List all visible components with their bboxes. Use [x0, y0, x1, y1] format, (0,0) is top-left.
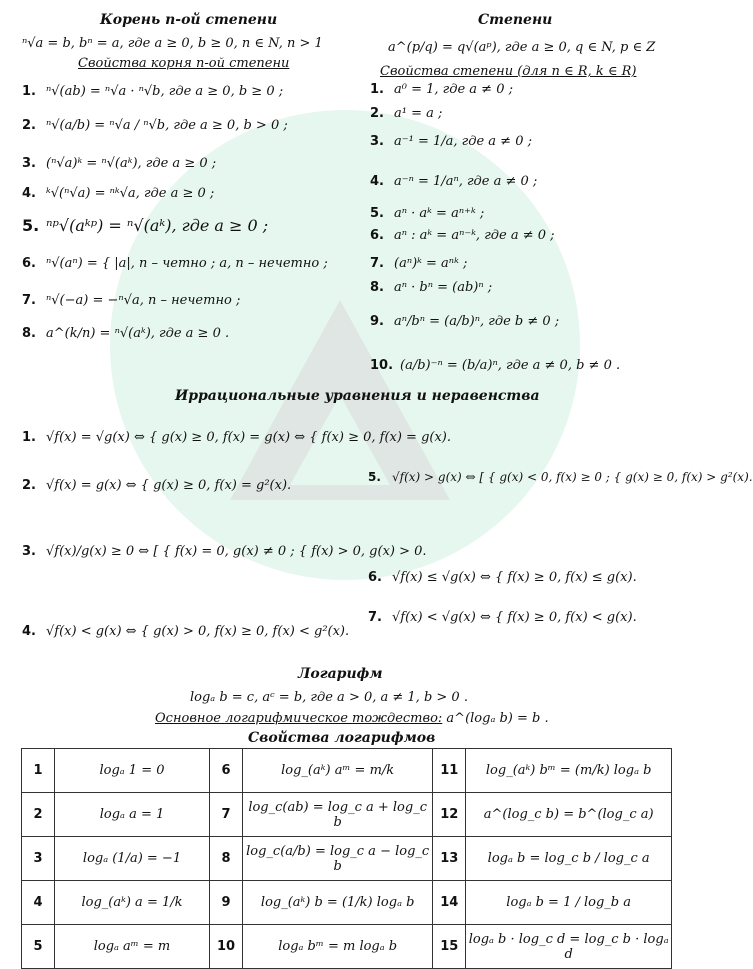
table-cell-formula: logₐ 1 = 0	[55, 749, 210, 793]
roots-title: Корень n-ой степени	[100, 12, 278, 28]
table-cell-formula: logₐ b · log_c d = log_c b · logₐ d	[466, 925, 672, 969]
table-cell-num: 13	[433, 837, 466, 881]
table-cell-num: 6	[210, 749, 243, 793]
roots-item: 3. (ⁿ√a)ᵏ = ⁿ√(aᵏ), где a ≥ 0 ;	[22, 156, 217, 171]
table-cell-formula: logₐ (1/a) = −1	[55, 837, 210, 881]
powers-item: 5. aⁿ · aᵏ = aⁿ⁺ᵏ ;	[370, 206, 485, 221]
table-cell-formula: logₐ b = 1 / log_b a	[466, 881, 672, 925]
table-cell-num: 4	[22, 881, 55, 925]
table-cell-formula: logₐ bᵐ = m logₐ b	[243, 925, 433, 969]
roots-item: 6. ⁿ√(aⁿ) = { |a|, n – четно ; a, n – нечетно ;	[22, 256, 328, 271]
irrational-item: 2. √f(x) = g(x) ⇔ { g(x) ≥ 0, f(x) = g²(x).	[22, 478, 292, 493]
table-cell-num: 9	[210, 881, 243, 925]
table-row	[22, 749, 672, 793]
table-cell-formula: a^(log_c b) = b^(log_c a)	[466, 793, 672, 837]
table-row	[22, 881, 672, 925]
roots-item: 2. ⁿ√(a/b) = ⁿ√a / ⁿ√b, где a ≥ 0, b > 0 ;	[22, 118, 288, 133]
table-cell-num: 15	[433, 925, 466, 969]
irrational-item: 3. √f(x)/g(x) ≥ 0 ⇔ [ { f(x) = 0, g(x) ≠ 0 ; { f(x) > 0, g(x) > 0.	[22, 544, 427, 559]
table-cell-num: 10	[210, 925, 243, 969]
log-definition: logₐ b = c, aᶜ = b, где a > 0, a ≠ 1, b > 0 .	[190, 690, 468, 705]
table-cell-num: 2	[22, 793, 55, 837]
table-cell-formula: log_(aᵏ) aᵐ = m/k	[243, 749, 433, 793]
irrational-item: 1. √f(x) = √g(x) ⇔ { g(x) ≥ 0, f(x) = g(x) ⇔ { f(x) ≥ 0, f(x) = g(x).	[22, 430, 452, 445]
log-props-title: Свойства логарифмов	[248, 730, 436, 746]
powers-item: 10. (a/b)⁻ⁿ = (b/a)ⁿ, где a ≠ 0, b ≠ 0 .	[370, 358, 621, 373]
roots-definition: ⁿ√a = b, bⁿ = a, где a ≥ 0, b ≥ 0, n ∈ N, n > 1	[22, 36, 323, 51]
irrational-item: 6. √f(x) ≤ √g(x) ⇔ { f(x) ≥ 0, f(x) ≤ g(x).	[368, 570, 637, 585]
table-cell-num: 5	[22, 925, 55, 969]
powers-item: 4. a⁻ⁿ = 1/aⁿ, где a ≠ 0 ;	[370, 174, 538, 189]
powers-item: 6. aⁿ : aᵏ = aⁿ⁻ᵏ, где a ≠ 0 ;	[370, 228, 555, 243]
irrational-item: 4. √f(x) < g(x) ⇔ { g(x) > 0, f(x) ≥ 0, f(x) < g²(x).	[22, 624, 350, 639]
table-cell-num: 1	[22, 749, 55, 793]
irrational-item: 5. √f(x) > g(x) ⇔ [ { g(x) < 0, f(x) ≥ 0 ; { g(x) ≥ 0, f(x) > g²(x).	[368, 470, 753, 484]
irrational-item: 7. √f(x) < √g(x) ⇔ { f(x) ≥ 0, f(x) < g(x).	[368, 610, 637, 625]
roots-item: 5. ⁿᵖ√(aᵏᵖ) = ⁿ√(aᵏ), где a ≥ 0 ;	[22, 216, 269, 235]
table-cell-formula: log_(aᵏ) a = 1/k	[55, 881, 210, 925]
table-cell-num: 11	[433, 749, 466, 793]
log-properties-table	[21, 748, 672, 969]
table-cell-formula: log_c(ab) = log_c a + log_c b	[243, 793, 433, 837]
table-cell-formula: logₐ a = 1	[55, 793, 210, 837]
powers-item: 7. (aⁿ)ᵏ = aⁿᵏ ;	[370, 256, 468, 271]
powers-definition: a^(p/q) = q√(aᵖ), где a ≥ 0, q ∈ N, p ∈ Z	[388, 40, 656, 55]
roots-props-title: Свойства корня n-ой степени	[78, 56, 290, 71]
table-row	[22, 925, 672, 969]
table-row	[22, 837, 672, 881]
table-cell-formula: log_c(a/b) = log_c a − log_c b	[243, 837, 433, 881]
table-cell-num: 3	[22, 837, 55, 881]
table-cell-formula: logₐ aᵐ = m	[55, 925, 210, 969]
table-cell-formula: log_(aᵏ) bᵐ = (m/k) logₐ b	[466, 749, 672, 793]
table-cell-formula: logₐ b = log_c b / log_c a	[466, 837, 672, 881]
powers-item: 9. aⁿ/bⁿ = (a/b)ⁿ, где b ≠ 0 ;	[370, 314, 560, 329]
table-cell-num: 12	[433, 793, 466, 837]
roots-item: 8. a^(k/n) = ⁿ√(aᵏ), где a ≥ 0 .	[22, 326, 230, 341]
powers-item: 3. a⁻¹ = 1/a, где a ≠ 0 ;	[370, 134, 532, 149]
log-title: Логарифм	[298, 666, 383, 682]
log-identity: Основное логарифмическое тождество: a^(logₐ b) = b .	[155, 711, 549, 726]
roots-item: 4. ᵏ√(ⁿ√a) = ⁿᵏ√a, где a ≥ 0 ;	[22, 186, 215, 201]
table-cell-formula: log_(aᵏ) b = (1/k) logₐ b	[243, 881, 433, 925]
powers-title: Степени	[478, 12, 553, 28]
roots-item: 1. ⁿ√(ab) = ⁿ√a · ⁿ√b, где a ≥ 0, b ≥ 0 ;	[22, 84, 284, 99]
table-cell-num: 14	[433, 881, 466, 925]
table-row	[22, 793, 672, 837]
powers-item: 1. a⁰ = 1, где a ≠ 0 ;	[370, 82, 513, 97]
roots-item: 7. ⁿ√(−a) = −ⁿ√a, n – нечетно ;	[22, 293, 241, 308]
table-cell-num: 8	[210, 837, 243, 881]
powers-props-title: Свойства степени (для n ∈ R, k ∈ R)	[380, 64, 637, 79]
powers-item: 8. aⁿ · bⁿ = (ab)ⁿ ;	[370, 280, 493, 295]
irrational-title: Иррациональные уравнения и неравенства	[175, 388, 540, 404]
powers-item: 2. a¹ = a ;	[370, 106, 443, 121]
table-cell-num: 7	[210, 793, 243, 837]
